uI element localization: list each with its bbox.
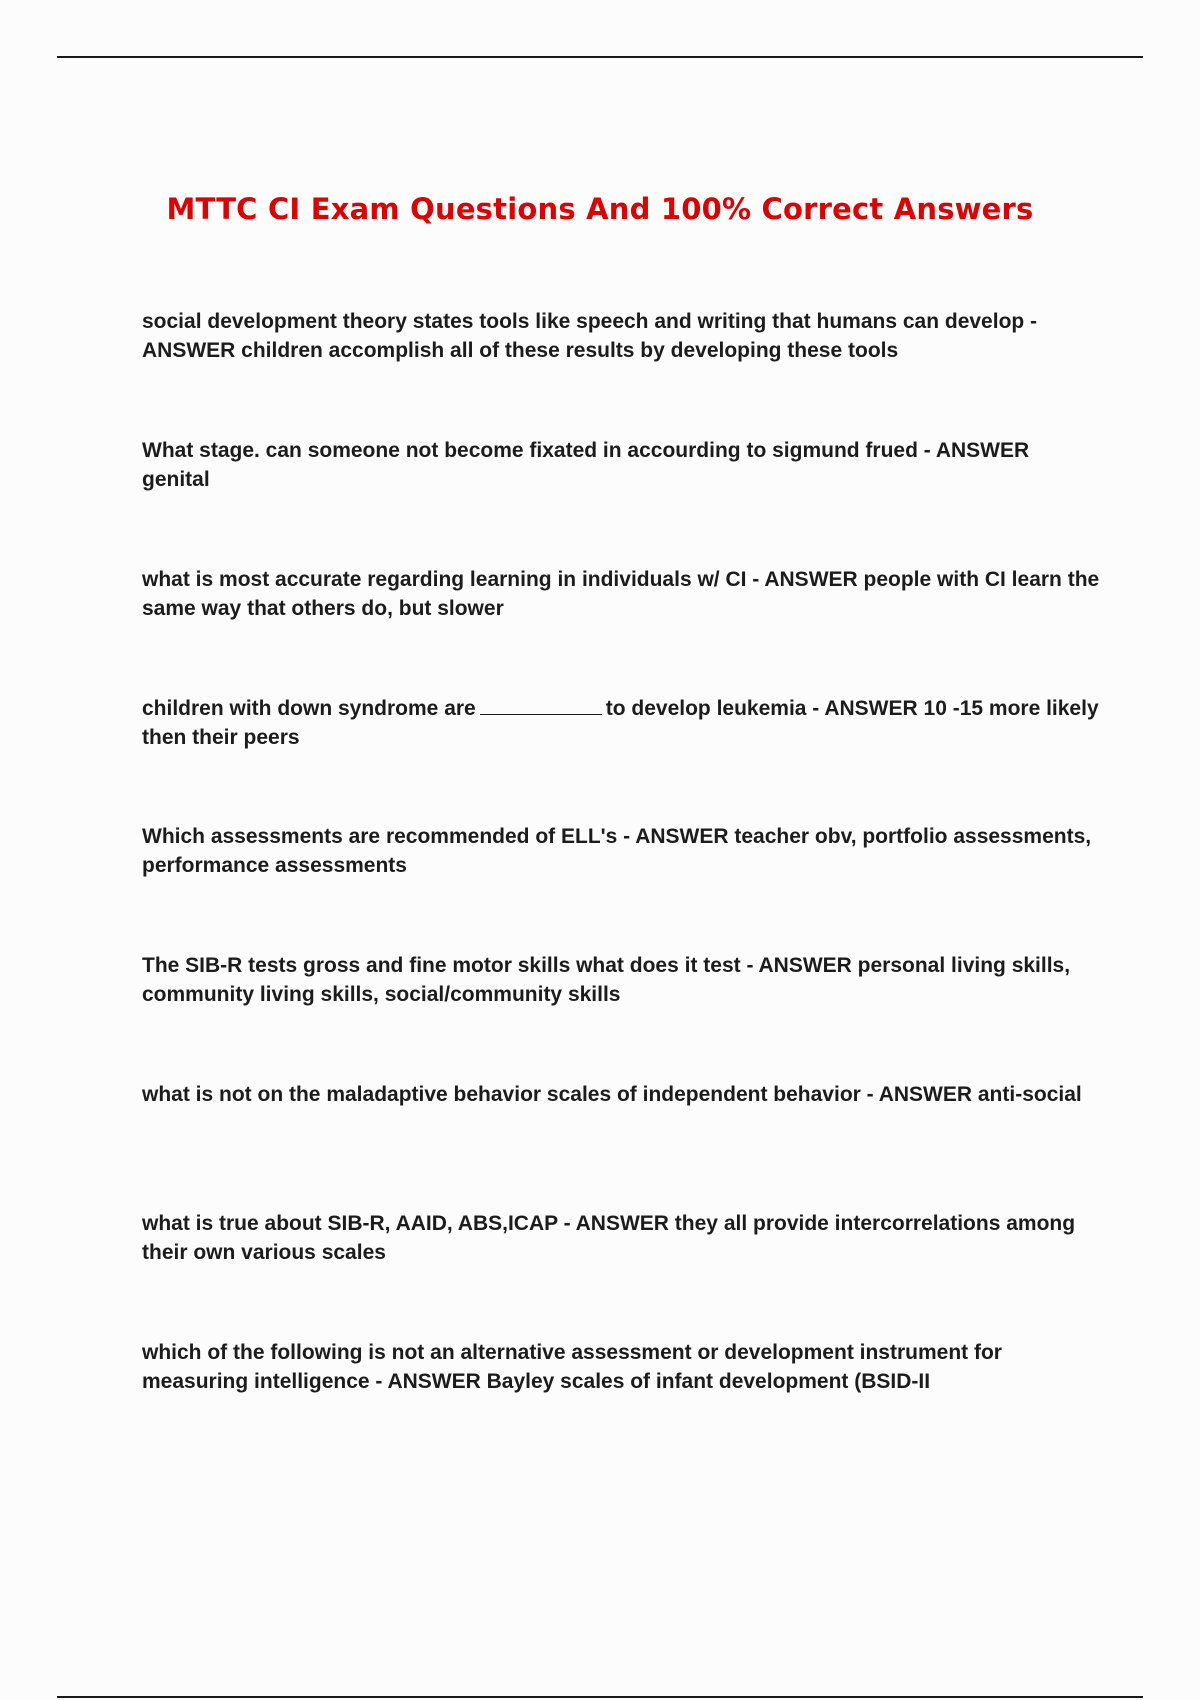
qa-item-text-before-blank: children with down syndrome are: [142, 697, 476, 720]
qa-item: what is true about SIB-R, AAID, ABS,ICAP - ANSWER they all provide intercorrelations among their own various scales: [142, 1212, 1076, 1264]
bottom-divider: [57, 1696, 1143, 1698]
top-divider: [57, 56, 1143, 58]
document-title: MTTC CI Exam Questions And 100% Correct Answers: [166, 192, 1034, 226]
qa-item: The SIB-R tests gross and fine motor skills what does it test - ANSWER personal living skills, community living skills, social/community skills: [142, 954, 1071, 1006]
answer-blank-line: [480, 696, 602, 715]
qa-item: which of the following is not an alternative assessment or development instrument for measuring intelligence - ANSWER Bayley scales of infant development (BSID-II: [142, 1341, 1002, 1393]
qa-item: what is most accurate regarding learning in individuals w/ CI - ANSWER people with CI learn the same way that others do, but slower: [142, 568, 1100, 620]
qa-item: what is not on the maladaptive behavior scales of independent behavior - ANSWER anti-social: [142, 1083, 1082, 1106]
qa-item-fill-in-blank: [142, 694, 1102, 752]
qa-item: What stage. can someone not become fixated in accourding to sigmund frued - ANSWER genital: [142, 439, 1030, 491]
qa-item: social development theory states tools like speech and writing that humans can develop - ANSWER children accomplish all of these results by developing these tools: [142, 310, 1038, 362]
qa-item-text-after-blank: to develop leukemia - ANSWER 10 -15 more likely then their peers: [142, 697, 1099, 749]
qa-item: Which assessments are recommended of ELL's - ANSWER teacher obv, portfolio assessments, performance assessments: [142, 825, 1092, 877]
